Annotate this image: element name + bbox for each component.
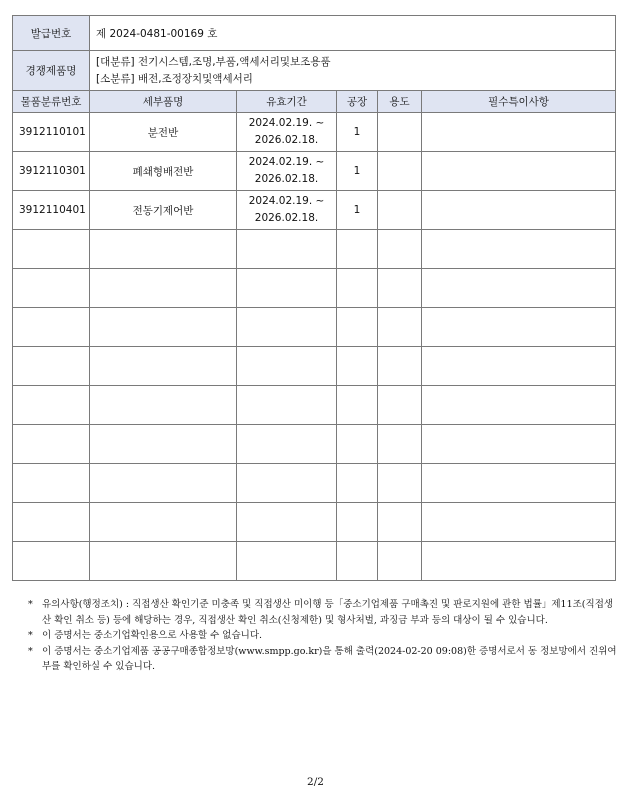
table-row bbox=[13, 152, 616, 191]
note-text: 이 증명서는 중소기업제품 공공구매종합정보망(www.smpp.go.kr)을 통해 출력(2024-02-20 09:08)한 증명서로서 동 정보망에서 진위여부를 확인하실 수 있습니다. bbox=[42, 645, 617, 672]
empty-row bbox=[13, 269, 616, 308]
empty-row bbox=[13, 386, 616, 425]
note-item bbox=[28, 628, 618, 644]
notes-section bbox=[28, 597, 618, 675]
required-notes bbox=[422, 191, 616, 230]
note-bullet: * bbox=[28, 645, 33, 657]
validity-period: 2024.02.19. ~ 2026.02.18. bbox=[237, 113, 337, 152]
usage bbox=[378, 191, 422, 230]
empty-row bbox=[13, 347, 616, 386]
factory-count: 1 bbox=[337, 152, 378, 191]
product-minor-category: [소분류] 배전,조정장치및액세서리 bbox=[96, 72, 253, 85]
empty-row bbox=[13, 542, 616, 581]
factory-count: 1 bbox=[337, 191, 378, 230]
empty-row bbox=[13, 230, 616, 269]
column-header: 물품분류번호 bbox=[13, 91, 90, 113]
note-bullet: * bbox=[28, 630, 33, 641]
classification-code: 3912110401 bbox=[13, 191, 90, 230]
factory-count: 1 bbox=[337, 113, 378, 152]
page-number: 2/2 bbox=[307, 776, 324, 788]
column-header: 용도 bbox=[378, 91, 422, 113]
classification-code: 3912110301 bbox=[13, 152, 90, 191]
note-item bbox=[28, 644, 618, 675]
required-notes bbox=[422, 113, 616, 152]
item-name: 폐쇄형배전반 bbox=[90, 152, 237, 191]
classification-code: 3912110101 bbox=[13, 113, 90, 152]
product-name-label: 경쟁제품명 bbox=[13, 51, 90, 91]
empty-row bbox=[13, 308, 616, 347]
empty-row bbox=[13, 425, 616, 464]
column-header-row bbox=[13, 91, 616, 113]
column-header: 유효기간 bbox=[237, 91, 337, 113]
issue-number-value: 제 2024-0481-00169 호 bbox=[90, 16, 616, 51]
validity-period: 2024.02.19. ~ 2026.02.18. bbox=[237, 191, 337, 230]
table-row bbox=[13, 191, 616, 230]
product-name-value bbox=[90, 51, 616, 91]
column-header: 공장 bbox=[337, 91, 378, 113]
note-text: 이 증명서는 중소기업확인용으로 사용할 수 없습니다. bbox=[42, 630, 263, 641]
item-name: 전동기제어반 bbox=[90, 191, 237, 230]
issue-number-label: 발급번호 bbox=[13, 16, 90, 51]
certificate-table bbox=[12, 15, 616, 581]
column-header: 세부품명 bbox=[90, 91, 237, 113]
empty-row bbox=[13, 464, 616, 503]
validity-period: 2024.02.19. ~ 2026.02.18. bbox=[237, 152, 337, 191]
empty-row bbox=[13, 503, 616, 542]
column-header: 필수특이사항 bbox=[422, 91, 616, 113]
note-text: 유의사항(행정조치) : 직접생산 확인기준 미충족 및 직접생산 미이행 등「중소기업제품 구매촉진 및 판로지원에 관한 법률」제11조(직접생산 확인 취소 등) 등에 해당하는 경우, 직접생산 확인 취소(신청제한) 및 형사처벌, 과징금 부과 등의 대상이 될 수 있습니다. bbox=[42, 599, 614, 626]
table-row bbox=[13, 113, 616, 152]
note-item bbox=[28, 597, 618, 628]
usage bbox=[378, 152, 422, 191]
required-notes bbox=[422, 152, 616, 191]
usage bbox=[378, 113, 422, 152]
note-bullet: * bbox=[28, 599, 33, 610]
item-name: 분전반 bbox=[90, 113, 237, 152]
product-major-category: [대분류] 전기시스템,조명,부품,액세서리및보조용품 bbox=[96, 55, 331, 68]
